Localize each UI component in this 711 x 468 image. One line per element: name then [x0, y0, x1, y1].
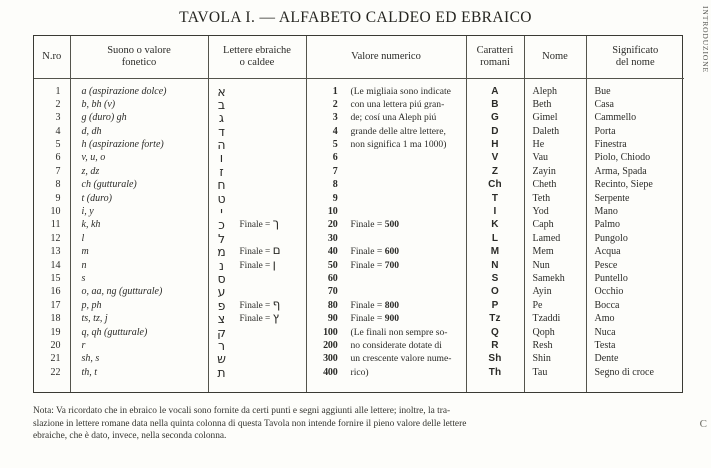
row-sound: r: [81, 339, 86, 351]
final-label: Finale =: [239, 300, 273, 311]
row-hebrew: [209, 272, 306, 285]
hebrew-final-note: [240, 312, 280, 325]
col-header-roman-l1: Caratteri: [476, 44, 514, 56]
col-header-meaning-l1: Significato: [612, 44, 659, 56]
row-number: 5: [55, 139, 61, 151]
row-number: 19: [50, 326, 61, 338]
row-roman: Z: [491, 165, 499, 177]
row-letter-name: Zayin: [532, 165, 556, 177]
hebrew-final-glyph: ף: [272, 298, 281, 311]
row-hebrew: [209, 218, 306, 231]
row-roman: Th: [488, 366, 502, 378]
row-numeric-value: 30: [327, 232, 338, 244]
row-sound: h (aspirazione forte): [81, 139, 164, 151]
row-sound: a (aspirazione dolce): [81, 85, 167, 97]
row-number: 22: [50, 366, 61, 378]
finale-label: Finale =: [350, 299, 385, 311]
row-number: 11: [50, 219, 61, 231]
col-header-sound: [70, 36, 208, 78]
row-value-note: [345, 192, 466, 205]
row-meaning: Palmo: [594, 219, 621, 231]
row-value-note: [345, 232, 466, 245]
row-value-note: [345, 151, 466, 164]
row-meaning: Recinto, Siepe: [594, 179, 653, 191]
cell-name: [524, 78, 586, 392]
hebrew-glyph: א: [217, 84, 226, 98]
row-numeric-value: 40: [327, 246, 338, 258]
hebrew-glyph: ר: [217, 338, 226, 353]
row-value-note: [345, 165, 466, 178]
row-sound: p, ph: [81, 299, 102, 311]
col-header-sound-l1: Suono o valore: [107, 44, 171, 56]
cell-numbers: [34, 78, 70, 392]
row-number: 1: [55, 85, 61, 97]
row-sound: t (duro): [81, 192, 112, 204]
row-value-note: non significa 1 ma 1000): [350, 139, 447, 151]
col-header-hebrew: [208, 36, 306, 78]
row-roman: Tz: [489, 313, 501, 325]
row-number: 13: [50, 246, 61, 258]
row-meaning: Testa: [594, 339, 616, 351]
row-hebrew: [209, 259, 306, 272]
row-sound: l: [81, 232, 85, 244]
row-number: 16: [50, 286, 61, 298]
row-letter-name: Mem: [532, 246, 554, 258]
hebrew-final-note: [240, 259, 276, 272]
row-value-note: [345, 272, 466, 285]
row-letter-name: Lamed: [532, 232, 561, 244]
row-hebrew: [209, 312, 306, 325]
row-sound: i, y: [81, 206, 94, 218]
row-number: 15: [50, 272, 61, 284]
row-value-note: [345, 218, 466, 231]
row-sound: d, dh: [81, 125, 102, 137]
row-roman: Ch: [488, 179, 502, 191]
row-hebrew: [209, 165, 306, 178]
row-letter-name: Tau: [532, 366, 548, 378]
col-header-roman-l2: romani: [480, 56, 510, 68]
hebrew-glyph: ז: [219, 164, 224, 179]
row-roman: G: [491, 112, 499, 124]
row-meaning: Occhio: [594, 286, 624, 298]
row-numeric-value: 90: [327, 313, 338, 325]
col-header-value: [306, 36, 466, 78]
row-hebrew: [209, 352, 306, 365]
row-meaning: Bocca: [594, 299, 620, 311]
row-hebrew: [209, 299, 306, 312]
finale-value: 900: [384, 313, 400, 325]
row-letter-name: Resh: [532, 339, 553, 351]
row-number: 20: [50, 339, 61, 351]
hebrew-glyph: ב: [217, 97, 226, 112]
row-letter-name: He: [532, 139, 545, 151]
row-value-note: grande delle altre lettere,: [350, 125, 446, 137]
col-header-name: [524, 36, 586, 78]
hebrew-glyph: צ: [217, 312, 226, 326]
row-value-note: [345, 178, 466, 191]
row-letter-name: Gimel: [532, 112, 558, 124]
row-hebrew: [209, 125, 306, 138]
col-header-value-l1: Valore numerico: [351, 50, 421, 62]
row-numeric-value: 100: [323, 326, 338, 338]
row-meaning: Nuca: [594, 326, 616, 338]
row-hebrew: [209, 151, 306, 164]
hebrew-final-note: [240, 299, 281, 312]
row-sound: ts, tz, j: [81, 313, 108, 325]
col-header-roman: [466, 36, 524, 78]
final-label: Finale =: [239, 260, 273, 271]
row-hebrew: [209, 192, 306, 205]
hebrew-final-glyph: ן: [272, 258, 276, 271]
row-hebrew: [209, 326, 306, 339]
row-value-note: [345, 299, 466, 312]
row-letter-name: Shin: [532, 353, 551, 365]
row-sound: ch (gutturale): [81, 179, 137, 191]
col-header-meaning: [586, 36, 684, 78]
row-meaning: Amo: [594, 313, 615, 325]
row-numeric-value: 200: [323, 339, 338, 351]
row-letter-name: Daleth: [532, 125, 560, 137]
cell-roman: [466, 78, 524, 392]
running-head: INTRODUZIONE: [701, 6, 710, 74]
row-numeric-value: 1: [332, 85, 338, 97]
row-meaning: Cammello: [594, 112, 637, 124]
cell-hebrew: [208, 78, 306, 392]
row-hebrew: [209, 111, 306, 124]
row-number: 14: [50, 259, 61, 271]
hebrew-final-note: [240, 245, 281, 258]
hebrew-glyph: ח: [217, 178, 226, 192]
row-value-note: un crescente valore nume-: [350, 353, 452, 365]
sound-list: [71, 85, 208, 380]
row-numeric-value: 3: [332, 112, 338, 124]
row-roman: K: [491, 219, 499, 231]
row-sound: o, aa, ng (gutturale): [81, 286, 163, 298]
row-meaning: Dente: [594, 353, 619, 365]
row-hebrew: [209, 178, 306, 191]
row-meaning: Piolo, Chiodo: [594, 152, 651, 164]
final-label: Finale =: [239, 220, 273, 231]
row-number: 6: [55, 152, 61, 164]
row-numeric-value: 50: [327, 259, 338, 271]
row-sound: sh, s: [81, 353, 100, 365]
row-sound: v, u, o: [81, 152, 106, 164]
row-number: 12: [50, 232, 61, 244]
row-roman: B: [491, 98, 499, 110]
row-value-note: (Le finali non sempre so-: [350, 326, 448, 338]
row-letter-name: Cheth: [532, 179, 557, 191]
hebrew-final-glyph: ץ: [272, 312, 280, 325]
row-value-note: no considerate dotate di: [350, 339, 442, 351]
row-meaning: Bue: [594, 85, 611, 97]
row-roman: S: [491, 272, 499, 284]
row-roman: O: [491, 286, 499, 298]
finale-label: Finale =: [350, 313, 385, 325]
finale-value: 800: [384, 299, 400, 311]
hebrew-glyph: ס: [217, 271, 226, 286]
row-value-note: con una lettera piú gran-: [350, 98, 445, 110]
row-meaning: Pesce: [594, 259, 618, 271]
row-numeric-value: 4: [332, 125, 338, 137]
col-header-hebrew-l2: o caldee: [239, 56, 275, 68]
col-header-number: [34, 36, 70, 78]
row-roman: Sh: [488, 353, 502, 365]
row-value-note: rico): [350, 366, 369, 378]
row-value-note: (Le migliaia sono indicate: [350, 85, 451, 97]
row-roman: M: [490, 246, 500, 258]
row-meaning: Serpente: [594, 192, 630, 204]
row-roman: Q: [491, 326, 499, 338]
row-letter-name: Ayin: [532, 286, 552, 298]
footnote-line-3: ebraiche, che è dato, invece, nella seconda colonna.: [33, 431, 227, 442]
row-sound: th, t: [81, 366, 98, 378]
row-roman: T: [491, 192, 499, 204]
hebrew-glyph: ל: [217, 231, 226, 246]
row-roman: H: [491, 139, 499, 151]
hebrew-glyph: מ: [217, 245, 226, 259]
row-number: 18: [50, 313, 61, 325]
row-meaning: Segno di croce: [594, 366, 654, 378]
finale-value: 700: [384, 259, 400, 271]
row-sound: g (duro) gh: [81, 112, 127, 124]
footnote-line-1: Nota: Va ricordato che in ebraico le vocali sono fornite da certi punti e segni aggiunti alle lettere; inoltre, la tra-: [33, 406, 451, 416]
row-letter-name: Yod: [532, 206, 549, 218]
row-numeric-value: 2: [332, 98, 338, 110]
row-numeric-value: 8: [332, 179, 338, 191]
row-roman: R: [491, 339, 499, 351]
final-label: Finale =: [239, 314, 273, 325]
row-hebrew: [209, 85, 306, 98]
col-header-meaning-l2: del nome: [615, 56, 655, 68]
row-meaning: Casa: [594, 98, 614, 110]
row-numeric-value: 10: [327, 206, 338, 218]
row-meaning: Porta: [594, 125, 616, 137]
row-sound: s: [81, 272, 86, 284]
row-number: 2: [55, 98, 61, 110]
col-header-hebrew-l1: Lettere ebraiche: [223, 44, 291, 56]
hebrew-final-note: [240, 218, 280, 231]
row-letter-name: Teth: [532, 192, 551, 204]
row-number: 10: [50, 206, 61, 218]
row-letter-name: Pe: [532, 299, 543, 311]
row-hebrew: [209, 205, 306, 218]
hebrew-glyph: ו: [219, 151, 224, 165]
hebrew-glyph: נ: [218, 258, 224, 272]
meaning-list: [587, 85, 685, 380]
hebrew-glyph: ה: [217, 138, 226, 152]
row-sound: k, kh: [81, 219, 101, 231]
row-meaning: Pungolo: [594, 232, 628, 244]
signature-mark: C: [699, 418, 707, 430]
hebrew-final-glyph: ך: [272, 218, 280, 231]
table-body-row: [34, 78, 684, 392]
col-header-sound-l2: fonetico: [121, 56, 157, 68]
page-title: TAVOLA I. — ALFABETO CALDEO ED EBRAICO: [179, 9, 532, 26]
row-meaning: Puntello: [594, 272, 628, 284]
row-roman: D: [491, 125, 499, 137]
cell-sounds: [70, 78, 208, 392]
finale-value: 500: [384, 219, 400, 231]
hebrew-glyph: פ: [217, 298, 226, 313]
finale-label: Finale =: [350, 259, 385, 271]
row-roman: A: [491, 85, 499, 97]
row-sound: n: [81, 259, 87, 271]
row-hebrew: [209, 245, 306, 258]
hebrew-glyph: ש: [217, 352, 226, 366]
row-number: 3: [55, 112, 61, 124]
row-letter-name: Beth: [532, 98, 552, 110]
row-meaning: Finestra: [594, 139, 627, 151]
row-hebrew: [209, 232, 306, 245]
row-roman: P: [491, 299, 499, 311]
hebrew-glyph: ע: [217, 285, 226, 299]
col-header-number-l1: N.ro: [42, 50, 62, 62]
row-meaning: Mano: [594, 206, 618, 218]
cell-numeric-value: [306, 78, 466, 392]
finale-value: 600: [384, 246, 400, 258]
row-numeric-value: 300: [323, 353, 338, 365]
hebrew-glyph: ק: [217, 325, 226, 339]
row-numeric-value: 6: [332, 152, 338, 164]
table-header-row: [34, 36, 684, 78]
number-list: [34, 85, 70, 380]
row-number: 8: [55, 179, 61, 191]
row-letter-name: Nun: [532, 259, 550, 271]
row-number: 17: [50, 299, 61, 311]
finale-label: Finale =: [350, 246, 385, 258]
row-value-note: [345, 312, 466, 325]
numeric-value-notes: [345, 85, 466, 380]
row-numeric-value: 60: [327, 272, 338, 284]
finale-label: Finale =: [350, 219, 385, 231]
row-hebrew: [209, 138, 306, 151]
row-meaning: Arma, Spada: [594, 165, 647, 177]
row-hebrew: [209, 339, 306, 352]
row-sound: z, dz: [81, 165, 100, 177]
row-value-note: de; cosí una Aleph piú: [350, 112, 437, 124]
hebrew-final-glyph: ם: [272, 245, 281, 258]
alphabet-table: [34, 36, 684, 392]
row-sound: q, qh (gutturale): [81, 326, 148, 338]
hebrew-letter-list: [209, 85, 306, 380]
row-letter-name: Aleph: [532, 85, 557, 97]
row-value-note: [345, 285, 466, 298]
row-hebrew: [209, 366, 306, 379]
hebrew-glyph: ט: [217, 191, 226, 206]
row-value-note: [345, 259, 466, 272]
row-roman: V: [491, 152, 499, 164]
row-sound: m: [81, 246, 89, 258]
row-value-note: [345, 205, 466, 218]
hebrew-glyph: ד: [218, 124, 225, 139]
letter-name-list: [525, 85, 586, 380]
footnote: [33, 405, 685, 443]
row-meaning: Acqua: [594, 246, 621, 258]
row-numeric-value: 70: [327, 286, 338, 298]
roman-character-list: [467, 85, 524, 380]
row-value-note: [345, 245, 466, 258]
final-label: Finale =: [239, 247, 273, 258]
col-header-name-l1: Nome: [542, 50, 568, 62]
alphabet-table-container: [33, 35, 683, 393]
row-numeric-value: 9: [332, 192, 338, 204]
row-letter-name: Vau: [532, 152, 549, 164]
row-number: 7: [55, 165, 61, 177]
row-roman: N: [491, 259, 499, 271]
numeric-value-list: [307, 85, 345, 380]
row-hebrew: [209, 98, 306, 111]
cell-meaning: [586, 78, 684, 392]
row-letter-name: Samekh: [532, 272, 565, 284]
hebrew-glyph: ג: [218, 111, 225, 125]
hebrew-glyph: ת: [217, 365, 226, 380]
row-number: 4: [55, 125, 61, 137]
row-hebrew: [209, 285, 306, 298]
row-roman: L: [491, 232, 499, 244]
row-numeric-value: 400: [323, 366, 338, 378]
row-numeric-value: 80: [327, 299, 338, 311]
row-letter-name: Qoph: [532, 326, 555, 338]
row-letter-name: Tzaddi: [532, 313, 561, 325]
footnote-line-2: slazione in lettere romane data nella quinta colonna di questa Tavola non intende fornire il pieno valore delle lettere: [33, 418, 467, 429]
row-numeric-value: 5: [332, 139, 338, 151]
row-number: 9: [55, 192, 61, 204]
row-number: 21: [50, 353, 61, 365]
row-numeric-value: 20: [327, 219, 338, 231]
row-sound: b, bh (v): [81, 98, 116, 110]
row-letter-name: Caph: [532, 219, 554, 231]
row-roman: I: [493, 206, 497, 218]
hebrew-glyph: י: [220, 205, 223, 219]
hebrew-glyph: כ: [218, 218, 225, 232]
row-numeric-value: 7: [332, 165, 338, 177]
